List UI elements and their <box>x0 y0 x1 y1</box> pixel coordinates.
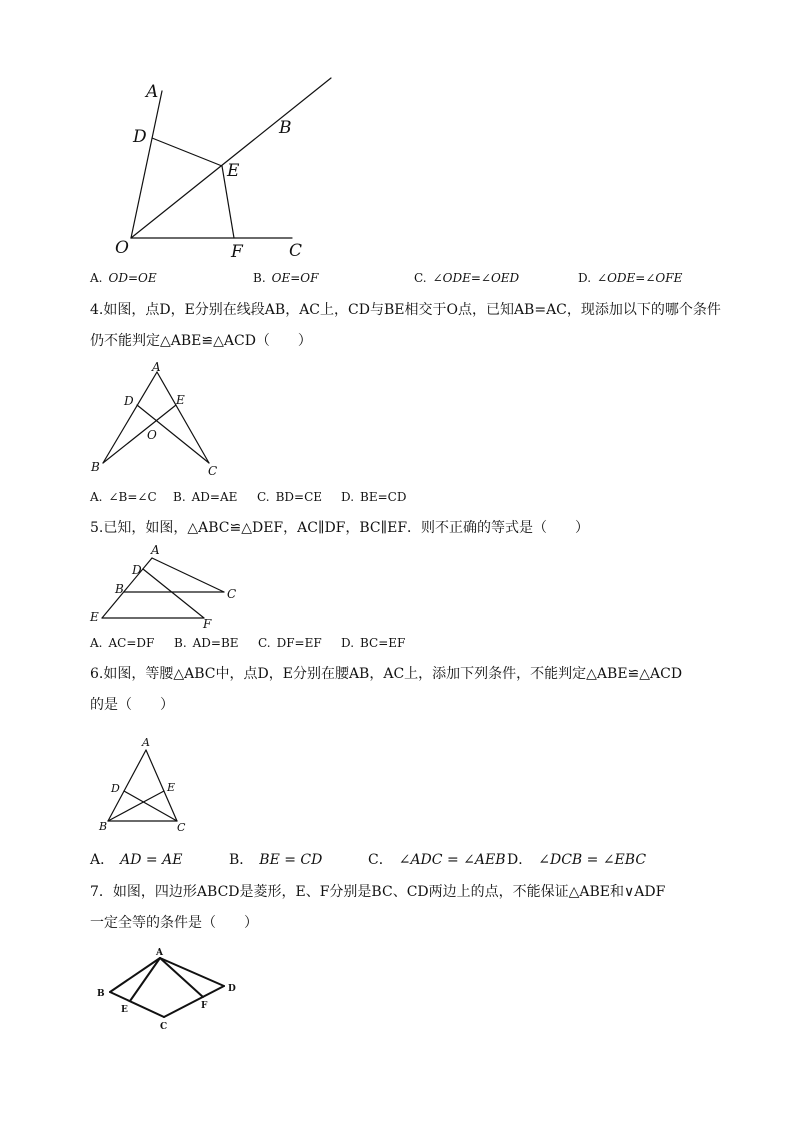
option-expr: BD=CE <box>275 490 323 504</box>
option-expr: OE=OF <box>271 271 319 285</box>
option-label: B. <box>253 271 266 285</box>
q4-label-E: E <box>176 393 185 407</box>
option-label: C． <box>368 852 393 868</box>
q3-option-b <box>253 269 318 287</box>
option-expr: ∠DCB = ∠EBC <box>538 852 647 868</box>
q7-figure <box>92 945 240 1033</box>
option-expr: ∠ODE=∠OED <box>432 271 520 285</box>
option-label: C. <box>414 271 427 285</box>
q3-option-d <box>578 269 682 287</box>
q3-label-O: O <box>115 238 129 258</box>
q7-label-E: E <box>121 1005 128 1015</box>
q4-option-a <box>90 488 157 506</box>
q5-label-E: E <box>90 610 99 624</box>
q3-ray-OA <box>131 91 162 238</box>
option-expr: AD=BE <box>192 636 239 650</box>
q3-option-a <box>90 269 157 287</box>
q5-label-A: A <box>151 543 160 557</box>
option-expr: ∠ODE=∠OFE <box>597 271 683 285</box>
q6-option-a <box>90 851 182 869</box>
option-expr: BC=EF <box>360 636 406 650</box>
q6-option-d <box>507 851 646 869</box>
q4-segment-AC <box>157 372 209 463</box>
q4-option-d <box>341 488 406 506</box>
q7-label-A: A <box>156 948 163 958</box>
option-label: A. <box>90 636 103 650</box>
q6-stem-line-2: 的是（ ） <box>90 697 174 713</box>
q4-segment-BE <box>103 405 176 463</box>
q4-stem-line-1: 4.如图，点D，E分别在线段AB，AC上，CD与BE相交于O点，已知AB=AC，现添加以下的哪个条件 <box>90 302 721 318</box>
option-label: B． <box>229 852 254 868</box>
q6-label-C: C <box>177 821 186 834</box>
q6-figure <box>95 735 190 835</box>
option-expr: AD = AE <box>120 852 183 868</box>
option-expr: BE=CD <box>360 490 407 504</box>
q7-segment-BC <box>110 992 164 1017</box>
q5-option-b <box>174 634 239 652</box>
option-expr: AC=DF <box>108 636 155 650</box>
q4-option-c <box>257 488 322 506</box>
q5-figure <box>85 543 240 631</box>
q6-label-E: E <box>167 781 176 794</box>
q3-segment-DE <box>152 138 222 166</box>
q4-label-D: D <box>124 394 134 408</box>
option-expr: ∠ADC = ∠AEB <box>398 852 506 868</box>
q5-label-C: C <box>227 587 237 601</box>
q4-label-A: A <box>152 360 161 374</box>
q6-option-b <box>229 851 322 869</box>
q4-stem-line-2: 仍不能判定△ABE≌△ACD（ ） <box>90 333 312 349</box>
q4-label-B: B <box>91 460 100 474</box>
q5-segment-DF <box>143 569 204 618</box>
q3-label-D: D <box>133 127 147 147</box>
option-label: D． <box>507 852 533 868</box>
q6-stem-line-1: 6.如图，等腰△ABC中，点D，E分别在腰AB，AC上，添加下列条件，不能判定△ABE≌△ACD <box>90 666 683 682</box>
q3-label-A: A <box>146 82 159 102</box>
q3-ray-OB <box>131 78 331 238</box>
q6-option-c <box>368 851 505 869</box>
option-label: A. <box>90 490 103 504</box>
option-expr: ∠B=∠C <box>108 490 157 504</box>
q3-label-F: F <box>231 242 243 262</box>
q4-segment-AB <box>103 372 157 463</box>
q6-segment-CD <box>124 791 177 821</box>
q7-segment-AD <box>160 958 224 986</box>
q3-figure <box>80 70 350 265</box>
q5-option-c <box>258 634 322 652</box>
option-expr: BE = CD <box>259 852 323 868</box>
q7-segment-AE <box>130 958 160 1001</box>
q6-label-A: A <box>142 736 150 749</box>
q5-segment-AC <box>152 558 224 592</box>
q4-option-b <box>173 488 237 506</box>
option-expr: AD=AE <box>191 490 238 504</box>
q5-label-F: F <box>203 617 212 631</box>
option-label: B. <box>173 490 186 504</box>
option-label: A. <box>90 271 103 285</box>
option-label: C. <box>257 490 270 504</box>
q7-segment-CD <box>164 986 224 1017</box>
q7-label-C: C <box>160 1022 168 1032</box>
option-label: D. <box>341 490 355 504</box>
q4-figure <box>85 358 225 480</box>
q7-label-B: B <box>97 989 105 999</box>
q7-label-D: D <box>228 984 236 994</box>
option-label: A． <box>90 852 115 868</box>
option-expr: DF=EF <box>276 636 322 650</box>
q3-label-E: E <box>227 161 240 181</box>
q5-stem-line-1: 5.已知，如图，△ABC≌△DEF，AC∥DF，BC∥EF．则不正确的等式是（ ） <box>90 520 590 536</box>
q4-label-C: C <box>208 464 218 478</box>
q6-label-B: B <box>99 820 108 833</box>
q5-label-D: D <box>132 563 142 577</box>
q6-label-D: D <box>111 782 120 795</box>
option-label: B. <box>174 636 187 650</box>
option-label: D. <box>341 636 355 650</box>
q7-segment-AF <box>160 958 203 997</box>
q5-option-d <box>341 634 405 652</box>
q3-option-c <box>414 269 519 287</box>
q7-label-F: F <box>201 1001 208 1011</box>
q5-label-B: B <box>115 582 124 596</box>
q7-stem-line-1: 7．如图，四边形ABCD是菱形，E、F分别是BC、CD两边上的点，不能保证△ABE和∨ADF <box>90 884 666 900</box>
q7-stem-line-2: 一定全等的条件是（ ） <box>90 915 258 931</box>
q3-label-B: B <box>279 118 292 138</box>
q5-segment-AE <box>102 558 152 618</box>
q4-label-O: O <box>147 428 157 442</box>
option-label: D. <box>578 271 592 285</box>
q7-segment-AB <box>110 958 160 992</box>
option-label: C. <box>258 636 271 650</box>
option-expr: OD=OE <box>108 271 157 285</box>
q5-option-a <box>90 634 154 652</box>
q3-label-C: C <box>289 241 303 261</box>
